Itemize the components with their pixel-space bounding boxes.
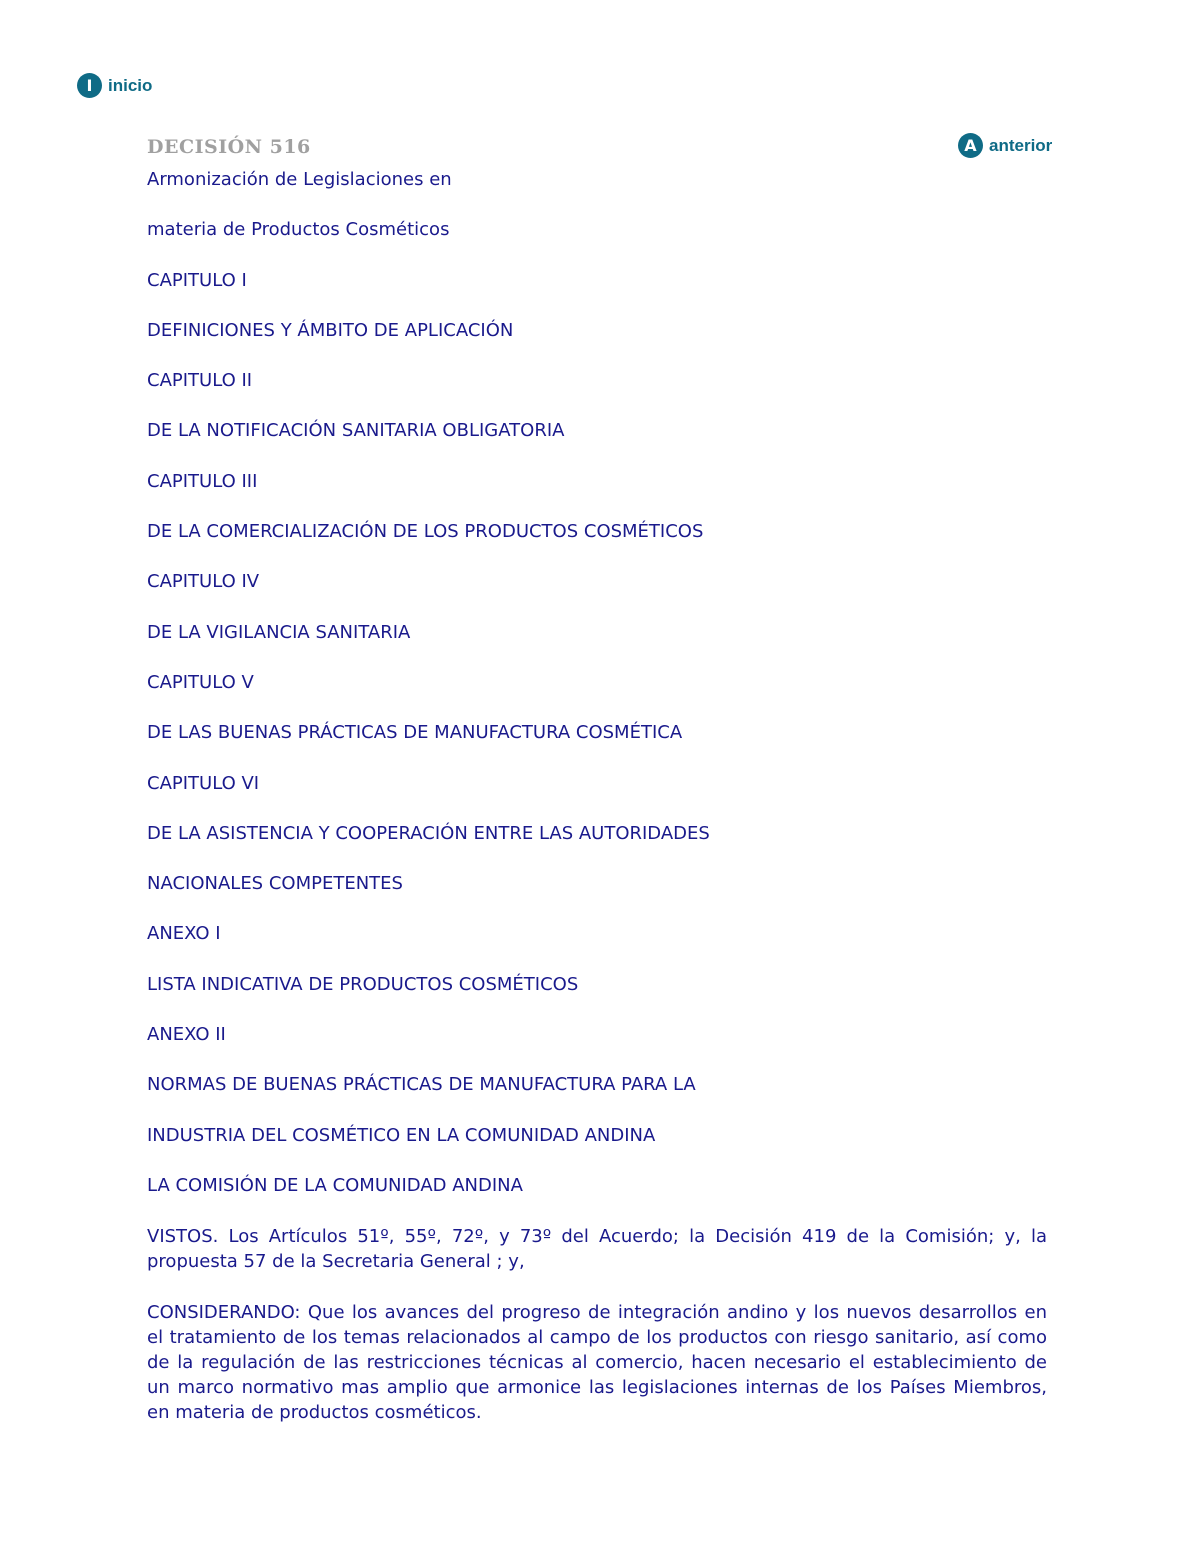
document-heading: DECISIÓN 516 — [147, 136, 311, 158]
title-line: materia de Productos Cosméticos — [147, 219, 450, 241]
chapter-heading: CAPITULO I — [147, 269, 247, 291]
anterior-link[interactable] — [958, 133, 1052, 158]
annex-title: LISTA INDICATIVA DE PRODUCTOS COSMÉTICOS — [147, 973, 579, 995]
annex-heading: ANEXO I — [147, 923, 221, 945]
chapter-heading: CAPITULO II — [147, 370, 253, 392]
chapter-title: DE LA VIGILANCIA SANITARIA — [147, 621, 411, 643]
chapter-title: DE LA NOTIFICACIÓN SANITARIA OBLIGATORIA — [147, 420, 565, 442]
annex-title: INDUSTRIA DEL COSMÉTICO EN LA COMUNIDAD ANDINA — [147, 1124, 656, 1146]
title-line: Armonización de Legislaciones en — [147, 169, 452, 190]
chapter-title: DE LA COMERCIALIZACIÓN DE LOS PRODUCTOS COSMÉTICOS — [147, 521, 704, 543]
anterior-icon: A — [958, 133, 983, 158]
chapter-heading: CAPITULO VI — [147, 772, 260, 794]
annex-title: NORMAS DE BUENAS PRÁCTICAS DE MANUFACTURA PARA LA — [147, 1074, 696, 1096]
chapter-heading: CAPITULO V — [147, 671, 254, 693]
vistos-paragraph: VISTOS. Los Artículos 51º, 55º, 72º, y 73º del Acuerdo; la Decisión 419 de la Comisión; y, la propuesta 57 de la Secretaria General ; y, — [147, 1226, 1047, 1272]
inicio-label: inicio — [108, 75, 153, 95]
chapter-title: DEFINICIONES Y ÁMBITO DE APLICACIÓN — [147, 319, 514, 341]
considerando-paragraph: CONSIDERANDO: Que los avances del progreso de integración andino y los nuevos desarrollos en el tratamiento de los temas relacionados al campo de los productos con riesgo sanitario, así como de la regulación de las restricciones técnicas al comercio, hacen necesario el establecimiento de un marco normativo mas amplio que armonice las legislaciones internas de los Países Miembros, en materia de productos cosméticos. — [147, 1302, 1047, 1423]
chapter-heading: CAPITULO III — [147, 470, 258, 492]
commission-heading: LA COMISIÓN DE LA COMUNIDAD ANDINA — [147, 1174, 523, 1196]
inicio-link[interactable] — [77, 73, 152, 98]
annex-heading: ANEXO II — [147, 1024, 226, 1046]
chapter-title: DE LAS BUENAS PRÁCTICAS DE MANUFACTURA COSMÉTICA — [147, 722, 683, 744]
document-lines — [147, 168, 1047, 1224]
inicio-icon: I — [77, 73, 102, 98]
anterior-label: anterior — [989, 135, 1053, 155]
chapter-title: NACIONALES COMPETENTES — [147, 873, 403, 895]
chapter-heading: CAPITULO IV — [147, 571, 260, 593]
chapter-title: DE LA ASISTENCIA Y COOPERACIÓN ENTRE LAS AUTORIDADES — [147, 822, 710, 844]
